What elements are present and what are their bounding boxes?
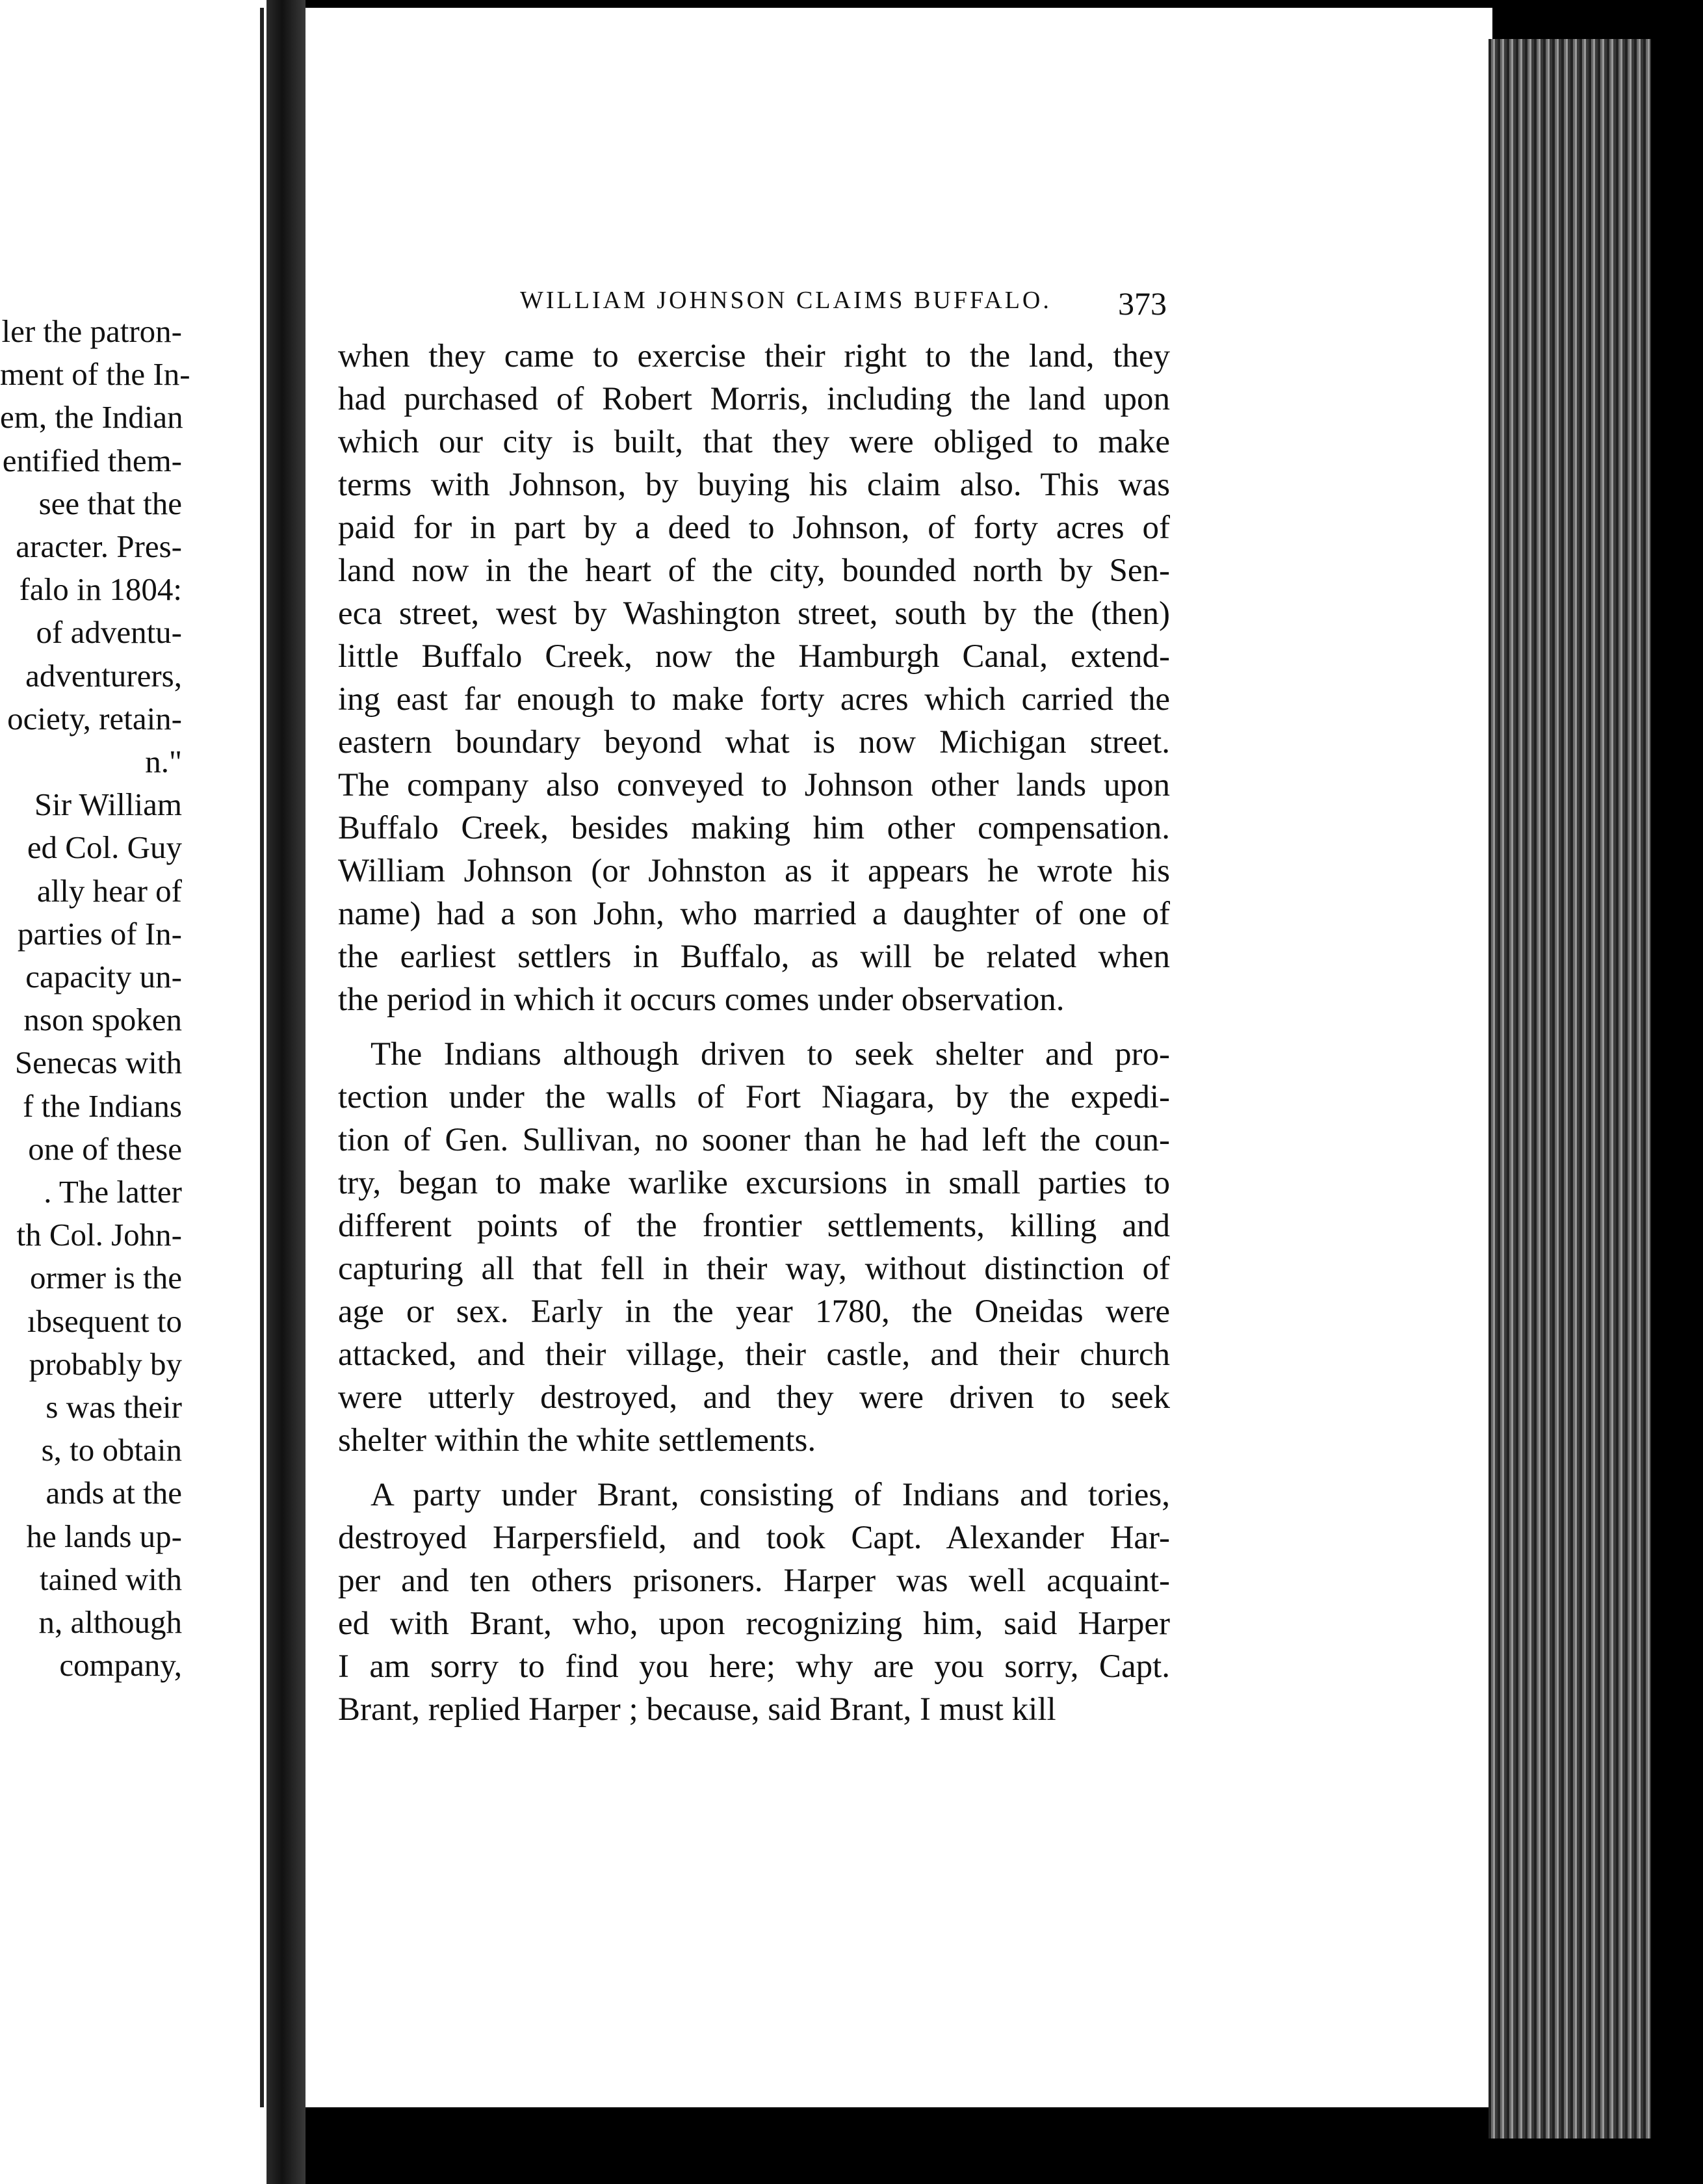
facing-page-left — [0, 0, 266, 2184]
facing-page-line: see that the — [38, 485, 182, 521]
text-line: The company also conveyed to Johnson other lands upon — [338, 767, 1170, 803]
page-edges — [1488, 39, 1651, 2138]
facing-page-line: ed Col. Guy — [27, 829, 182, 866]
facing-page-line: falo in 1804: — [19, 571, 182, 608]
text-line: William Johnson (or Johnston as it appears he wrote his — [338, 853, 1170, 889]
text-line: were utterly destroyed, and they were driven to seek — [338, 1379, 1170, 1416]
text-line: which our city is built, that they were obliged to make — [338, 424, 1170, 460]
paragraph — [338, 1474, 1170, 1731]
text-line: age or sex. Early in the year 1780, the Oneidas were — [338, 1294, 1170, 1330]
text-line: per and ten others prisoners. Harper was well acquaint- — [338, 1563, 1170, 1599]
facing-page-line: n, although — [38, 1604, 182, 1640]
paragraph — [338, 335, 1170, 1021]
text-line: eca street, west by Washington street, south by the (then) — [338, 595, 1170, 632]
text-line: land now in the heart of the city, bounded north by Sen- — [338, 552, 1170, 589]
text-line: ing east far enough to make forty acres which carried the — [338, 681, 1170, 718]
text-line: terms with Johnson, by buying his claim also. This was — [338, 467, 1170, 503]
facing-page-line: capacity un- — [25, 959, 182, 994]
text-line: A party under Brant, consisting of Indians and tories, — [370, 1477, 1170, 1513]
facing-page-line: ormer is the — [29, 1260, 182, 1296]
facing-page-line: s, to obtain — [41, 1432, 182, 1468]
facing-page-line: ally hear of — [36, 872, 182, 909]
facing-page-line: parties of In- — [17, 915, 182, 952]
facing-page-line: em, the Indian — [0, 399, 183, 436]
text-line: had purchased of Robert Morris, including the land upon — [338, 381, 1170, 417]
page-number: 373 — [1118, 285, 1167, 322]
facing-page-line: entified them- — [2, 442, 182, 478]
facing-page-line: ands at the — [46, 1475, 182, 1511]
text-line: shelter within the white settlements. — [338, 1422, 816, 1459]
facing-page-line: tained with — [39, 1561, 182, 1597]
facing-page-line: ment of the In- — [0, 356, 190, 393]
facing-page-line: nson spoken — [23, 1002, 182, 1038]
facing-page-line: he lands up- — [26, 1518, 182, 1554]
text-line: when they came to exercise their right to the land, they — [338, 338, 1170, 374]
facing-page-line: probably by — [29, 1346, 182, 1382]
body-text — [338, 335, 1170, 1731]
text-line: The Indians although driven to seek shelter and pro- — [370, 1036, 1170, 1072]
facing-page-line: s was their — [46, 1389, 182, 1425]
facing-page-line: Senecas with — [14, 1045, 182, 1081]
text-line: Buffalo Creek, besides making him other compensation. — [338, 810, 1170, 846]
text-line: the period in which it occurs comes under observation. — [338, 982, 1065, 1018]
facing-page-line: company, — [59, 1647, 182, 1684]
text-line: the earliest settlers in Buffalo, as will be related when — [338, 939, 1170, 975]
text-line: destroyed Harpersfield, and took Capt. Alexander Har- — [338, 1520, 1170, 1556]
facing-page-line: one of these — [28, 1130, 182, 1167]
text-line: try, began to make warlike excursions in small parties to — [338, 1165, 1170, 1201]
text-line: tection under the walls of Fort Niagara, by the expedi- — [338, 1079, 1170, 1115]
facing-page-line: . The latter — [44, 1174, 182, 1210]
facing-page-line: ıbsequent to — [27, 1303, 182, 1339]
facing-page-line: ler the patron- — [1, 313, 182, 349]
facing-page-line: th Col. John- — [16, 1217, 182, 1253]
facing-page-line: f the Indians — [23, 1087, 182, 1124]
facing-page-line: of adventu- — [36, 614, 182, 651]
book-gutter — [266, 0, 306, 2184]
facing-page-line: aracter. Pres- — [16, 528, 182, 564]
text-line: ed with Brant, who, upon recognizing him, said Harper — [338, 1606, 1170, 1642]
facing-page-line: Sir William — [34, 786, 182, 823]
facing-page-line: ociety, retain- — [7, 700, 182, 736]
paragraph-gap — [338, 1021, 1170, 1033]
text-line: attacked, and their village, their castle, and their church — [338, 1336, 1170, 1373]
text-line: eastern boundary beyond what is now Michigan street. — [338, 724, 1170, 760]
text-line: tion of Gen. Sullivan, no sooner than he had left the coun- — [338, 1122, 1170, 1158]
running-head: WILLIAM JOHNSON CLAIMS BUFFALO. — [520, 287, 1052, 314]
paragraph-gap — [338, 1462, 1170, 1474]
text-line: little Buffalo Creek, now the Hamburgh Canal, extend- — [338, 638, 1170, 675]
paragraph — [338, 1033, 1170, 1462]
text-line: different points of the frontier settlements, killing and — [338, 1208, 1170, 1244]
text-line: I am sorry to find you here; why are you sorry, Capt. — [338, 1648, 1170, 1685]
text-line: name) had a son John, who married a daughter of one of — [338, 896, 1170, 932]
text-line: capturing all that fell in their way, without distinction of — [338, 1251, 1170, 1287]
facing-page-line: n." — [145, 744, 182, 779]
text-line: paid for in part by a deed to Johnson, of forty acres of — [338, 510, 1170, 546]
text-line: Brant, replied Harper ; because, said Brant, I must kill — [338, 1691, 1056, 1728]
facing-page-line: adventurers, — [25, 657, 182, 694]
